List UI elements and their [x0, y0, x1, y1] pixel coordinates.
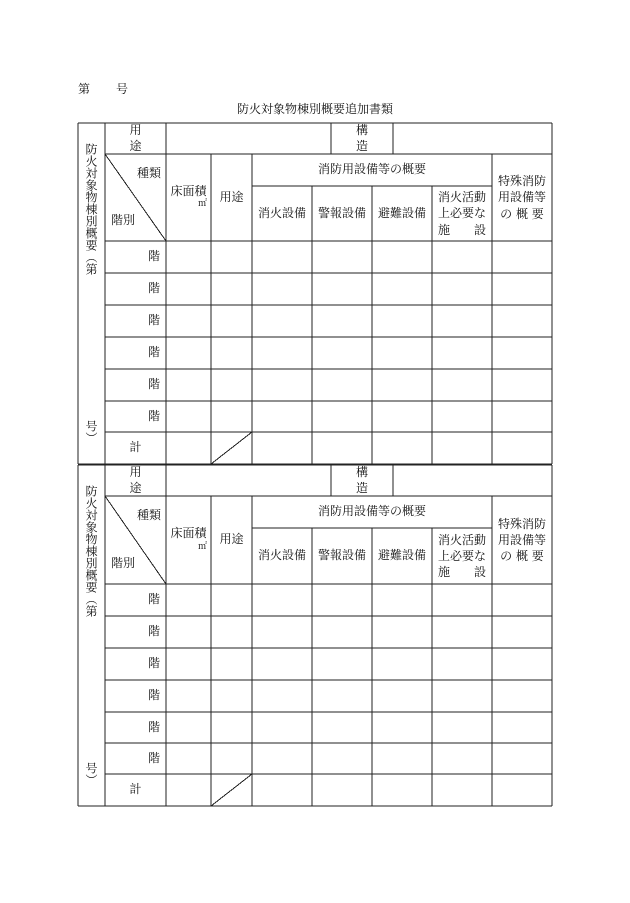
table-input-cell[interactable] — [252, 273, 312, 305]
area-unit: ㎡ — [197, 199, 207, 210]
table-input-cell[interactable] — [252, 305, 312, 337]
total-row-label — [105, 432, 166, 464]
number-suffix: 号 — [116, 82, 129, 96]
equipment-group-label-text: 消防用設備等の概要 — [317, 504, 426, 519]
firefight-line-1: 消火活動 — [437, 532, 486, 547]
table-input-cell[interactable] — [252, 369, 312, 401]
type-label-text: 種類 — [136, 508, 161, 523]
fire-extinguishing-header — [252, 186, 312, 241]
table-input-cell[interactable] — [211, 712, 252, 743]
floor-row-text: 階 — [147, 408, 160, 423]
use-label-text: 用途 — [129, 464, 160, 495]
area-header — [166, 496, 211, 584]
table-input-cell[interactable] — [312, 743, 372, 774]
use-value[interactable] — [166, 465, 331, 496]
total-label-text: 計 — [129, 782, 142, 797]
table-input-cell[interactable] — [312, 648, 372, 680]
floor-row-label — [105, 369, 166, 401]
table-input-cell[interactable] — [252, 401, 312, 432]
total-input-cell[interactable] — [252, 774, 312, 806]
total-input-cell[interactable] — [432, 432, 492, 464]
total-input-cell[interactable] — [252, 432, 312, 464]
structure-label — [331, 465, 393, 496]
side-building-label — [78, 485, 105, 786]
alarm-label-text: 警報設備 — [317, 205, 366, 220]
table-input-cell[interactable] — [211, 616, 252, 648]
total-input-cell[interactable] — [312, 774, 372, 806]
side-label-main: 防火対象物棟別概要（第 — [84, 485, 98, 617]
table-input-cell[interactable] — [432, 743, 492, 774]
floor-row-label — [105, 337, 166, 369]
table-input-cell[interactable] — [211, 337, 252, 369]
table-input-cell[interactable] — [432, 241, 492, 273]
total-input-cell[interactable] — [432, 774, 492, 806]
table-input-cell[interactable] — [211, 273, 252, 305]
use-label-text: 用途 — [129, 122, 160, 153]
floor-row-label — [105, 680, 166, 712]
total-input-cell[interactable] — [166, 432, 211, 464]
table-input-cell[interactable] — [312, 401, 372, 432]
side-building-label — [78, 143, 105, 444]
table-input-cell[interactable] — [252, 584, 312, 616]
table-input-cell[interactable] — [432, 305, 492, 337]
table-input-cell[interactable] — [252, 743, 312, 774]
evac-label-text: 避難設備 — [377, 548, 426, 563]
firefight-line-3: 施 設 — [437, 565, 486, 580]
special-line-1: 特殊消防 — [497, 174, 546, 189]
table-input-cell[interactable] — [166, 401, 211, 432]
floor-row-label — [105, 241, 166, 273]
table-input-cell[interactable] — [211, 241, 252, 273]
total-input-cell[interactable] — [492, 432, 552, 464]
special-line-3: の 概 要 — [500, 206, 544, 221]
table-input-cell[interactable] — [211, 584, 252, 616]
table-input-cell[interactable] — [166, 241, 211, 273]
fire-ext-label-text: 消火設備 — [257, 205, 306, 220]
table-input-cell[interactable] — [312, 369, 372, 401]
table-input-cell[interactable] — [492, 648, 552, 680]
equipment-group-header — [252, 496, 492, 528]
table-input-cell[interactable] — [166, 648, 211, 680]
floor-row-text: 階 — [147, 656, 160, 671]
side-label-main: 防火対象物棟別概要（第 — [84, 143, 98, 275]
total-input-cell[interactable] — [372, 774, 432, 806]
floor-row-text: 階 — [147, 592, 160, 607]
side-label-suffix: 号） — [84, 420, 98, 444]
table-input-cell[interactable] — [372, 401, 432, 432]
equipment-group-header — [252, 154, 492, 186]
evacuation-header — [372, 528, 432, 584]
table-input-cell[interactable] — [372, 616, 432, 648]
table-input-cell[interactable] — [312, 616, 372, 648]
evacuation-header — [372, 186, 432, 241]
document-title: 防火対象物棟別概要追加書類 — [236, 102, 393, 116]
area-label-text: 床面積 — [170, 183, 207, 198]
special-line-2: 用設備等 — [497, 532, 546, 547]
table-input-cell[interactable] — [432, 616, 492, 648]
floor-row-label — [105, 743, 166, 774]
purpose-label-text: 用途 — [219, 532, 244, 547]
type-label-text: 種類 — [136, 166, 161, 181]
table-input-cell[interactable] — [211, 401, 252, 432]
table-input-cell[interactable] — [252, 648, 312, 680]
table-input-cell[interactable] — [492, 369, 552, 401]
floor-row-text: 階 — [147, 377, 160, 392]
table-input-cell[interactable] — [432, 273, 492, 305]
floor-row-label — [105, 648, 166, 680]
table-input-cell[interactable] — [492, 616, 552, 648]
table-input-cell[interactable] — [432, 712, 492, 743]
table-input-cell[interactable] — [492, 584, 552, 616]
floor-row-label — [105, 273, 166, 305]
floor-label-text: 階別 — [110, 556, 135, 571]
fire-extinguishing-header — [252, 528, 312, 584]
table-input-cell[interactable] — [312, 712, 372, 743]
table-input-cell[interactable] — [492, 305, 552, 337]
floor-row-label — [105, 401, 166, 432]
table-input-cell[interactable] — [166, 616, 211, 648]
use-value[interactable] — [166, 123, 331, 154]
purpose-header — [211, 154, 252, 241]
table-input-cell[interactable] — [252, 337, 312, 369]
table-input-cell[interactable] — [372, 584, 432, 616]
alarm-header — [312, 528, 372, 584]
table-input-cell[interactable] — [432, 369, 492, 401]
table-input-cell[interactable] — [372, 273, 432, 305]
special-line-1: 特殊消防 — [497, 516, 546, 531]
special-line-3: の 概 要 — [500, 549, 544, 564]
table-input-cell[interactable] — [372, 712, 432, 743]
use-label — [105, 465, 166, 496]
table-input-cell[interactable] — [492, 241, 552, 273]
structure-label — [331, 123, 393, 154]
table-input-cell[interactable] — [252, 680, 312, 712]
special-equipment-header — [492, 154, 552, 241]
table-input-cell[interactable] — [492, 743, 552, 774]
table-input-cell[interactable] — [372, 241, 432, 273]
table-input-cell[interactable] — [166, 712, 211, 743]
firefight-line-3: 施 設 — [437, 222, 486, 237]
table-input-cell[interactable] — [211, 680, 252, 712]
structure-label-text: 構造 — [355, 122, 388, 153]
total-row-label — [105, 774, 166, 806]
table-input-cell[interactable] — [372, 369, 432, 401]
floor-label-text: 階別 — [110, 213, 135, 228]
table-input-cell[interactable] — [492, 337, 552, 369]
table-input-cell[interactable] — [252, 241, 312, 273]
floor-row-text: 階 — [147, 688, 160, 703]
table-input-cell[interactable] — [432, 648, 492, 680]
table-input-cell[interactable] — [211, 305, 252, 337]
table-input-cell[interactable] — [211, 369, 252, 401]
floor-row-label — [105, 584, 166, 616]
table-input-cell[interactable] — [432, 680, 492, 712]
floor-row-text: 階 — [147, 313, 160, 328]
floor-row-text: 階 — [147, 249, 160, 264]
table-input-cell[interactable] — [492, 401, 552, 432]
firefighting-facility-header — [432, 186, 492, 241]
table-input-cell[interactable] — [312, 337, 372, 369]
floor-label — [109, 213, 137, 229]
alarm-header — [312, 186, 372, 241]
table-input-cell[interactable] — [312, 305, 372, 337]
purpose-label-text: 用途 — [219, 189, 244, 204]
floor-row-text: 階 — [147, 750, 160, 765]
structure-value[interactable] — [393, 123, 552, 154]
total-input-cell[interactable] — [372, 432, 432, 464]
floor-row-label — [105, 712, 166, 743]
structure-value[interactable] — [393, 465, 552, 496]
alarm-label-text: 警報設備 — [317, 548, 366, 563]
table-input-cell[interactable] — [432, 337, 492, 369]
use-label — [105, 123, 166, 154]
table-input-cell[interactable] — [252, 712, 312, 743]
purpose-header — [211, 496, 252, 584]
floor-row-text: 階 — [147, 281, 160, 296]
equipment-group-label-text: 消防用設備等の概要 — [317, 162, 426, 177]
special-equipment-header — [492, 496, 552, 584]
table-input-cell[interactable] — [166, 337, 211, 369]
side-label-suffix: 号） — [84, 762, 98, 786]
table-input-cell[interactable] — [312, 241, 372, 273]
table-input-cell[interactable] — [166, 743, 211, 774]
floor-row-text: 階 — [147, 624, 160, 639]
table-input-cell[interactable] — [372, 305, 432, 337]
type-label — [136, 166, 162, 182]
table-input-cell[interactable] — [312, 584, 372, 616]
total-purpose-diagonal — [211, 774, 252, 806]
number-prefix: 第 — [78, 82, 91, 96]
floor-row-label — [105, 305, 166, 337]
area-label-text: 床面積 — [170, 526, 207, 541]
table-input-cell[interactable] — [166, 369, 211, 401]
area-unit: ㎡ — [197, 541, 207, 552]
firefighting-facility-header — [432, 528, 492, 584]
table-input-cell[interactable] — [211, 743, 252, 774]
table-input-cell[interactable] — [432, 401, 492, 432]
total-label-text: 計 — [129, 440, 142, 455]
table-input-cell[interactable] — [492, 680, 552, 712]
evac-label-text: 避難設備 — [377, 205, 426, 220]
table-input-cell[interactable] — [166, 273, 211, 305]
special-line-2: 用設備等 — [497, 190, 546, 205]
table-input-cell[interactable] — [432, 584, 492, 616]
firefight-line-1: 消火活動 — [437, 190, 486, 205]
area-header — [166, 154, 211, 241]
structure-label-text: 構造 — [355, 464, 388, 495]
table-input-cell[interactable] — [372, 680, 432, 712]
total-input-cell[interactable] — [492, 774, 552, 806]
floor-label — [109, 556, 137, 572]
floor-row-text: 階 — [147, 345, 160, 360]
floor-row-text: 階 — [147, 719, 160, 734]
table-input-cell[interactable] — [166, 584, 211, 616]
table-input-cell[interactable] — [252, 616, 312, 648]
firefight-line-2: 上必要な — [437, 548, 486, 563]
total-input-cell[interactable] — [166, 774, 211, 806]
total-input-cell[interactable] — [312, 432, 372, 464]
table-input-cell[interactable] — [166, 680, 211, 712]
table-input-cell[interactable] — [312, 680, 372, 712]
table-input-cell[interactable] — [372, 743, 432, 774]
table-input-cell[interactable] — [211, 648, 252, 680]
table-input-cell[interactable] — [312, 273, 372, 305]
table-input-cell[interactable] — [372, 648, 432, 680]
total-purpose-diagonal — [211, 432, 252, 464]
table-input-cell[interactable] — [492, 273, 552, 305]
floor-row-label — [105, 616, 166, 648]
table-input-cell[interactable] — [492, 712, 552, 743]
firefight-line-2: 上必要な — [437, 206, 486, 221]
type-label — [136, 508, 162, 524]
fire-ext-label-text: 消火設備 — [257, 548, 306, 563]
table-input-cell[interactable] — [166, 305, 211, 337]
table-input-cell[interactable] — [372, 337, 432, 369]
